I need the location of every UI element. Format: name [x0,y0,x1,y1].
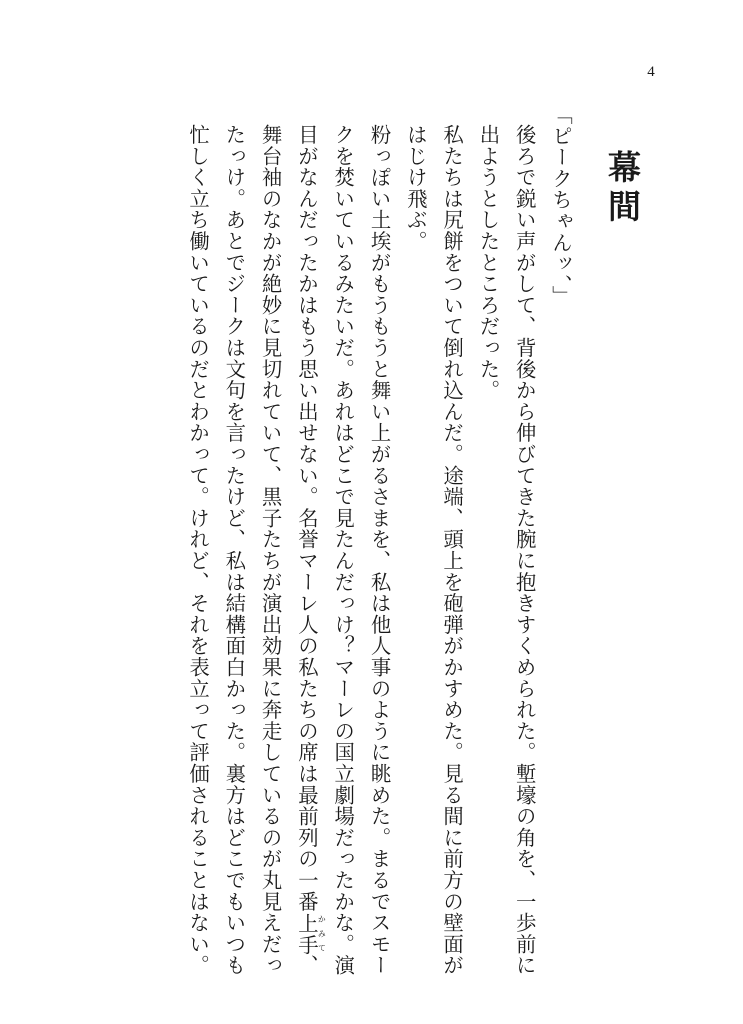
paragraph-4 [180,104,398,984]
paragraph-3: 私たちは尻餅をついて倒れ込んだ。途端、頭上を砲弾がかすめた。見る間に前方の壁面がはじけ飛ぶ。 [403,124,465,977]
ruby-reading: かみて [317,912,327,956]
ruby-kamite [294,912,327,956]
body-text [180,104,579,984]
paragraph-4-text-b: 、舞台袖のなかが絶妙に見切れていて、黒子たちが演出効果に奔走しているのが丸見えだったっけ。あとでジークは文句を言ったけど、私は結構面白かった。裏方はどこでもいつも忙しく立ち働いているのだとわかって。けれど、それを表立って評価されることはない。 [186,124,319,977]
ruby-base: 上手 [294,912,319,956]
paragraph-2: 後ろで鋭い声がして、背後から伸びてきた腕に抱きすくめられた。塹壕の角を、一歩前に出ようとしたところだった。 [476,124,537,977]
page-number: 4 [647,64,655,80]
paragraph-4-text-a: 粉っぽい土埃がもうもうと舞い上がるさまを、私は他人事のように眺めた。まるでスモークを焚いているみたいだ。あれはどこで見たんだっけ？マーレの国立劇場だったかな。演目がなんだったかはもう思い出せない。名誉マーレ人の私たちの席は最前列の一番 [294,124,392,977]
paragraph-1: 「ピークちゃんッ、」 [549,104,573,307]
chapter-title: 幕間 [603,150,642,228]
